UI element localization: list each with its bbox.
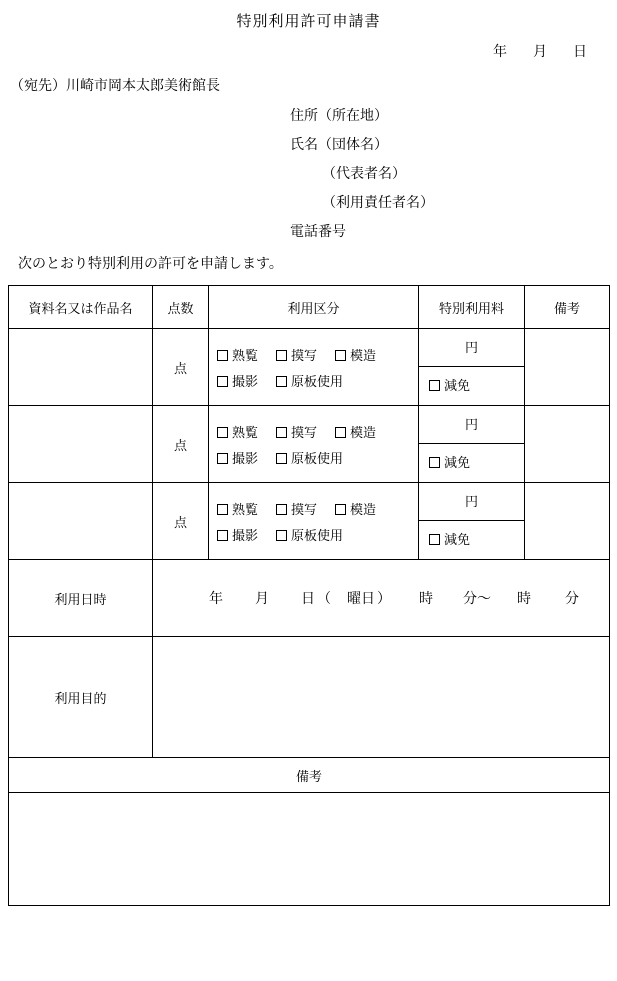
checkbox-icon[interactable] [217, 427, 228, 438]
checkbox-mosha-1[interactable] [276, 345, 317, 364]
use-datetime-value[interactable] [153, 560, 610, 637]
count-input-2[interactable]: 点 [153, 406, 209, 483]
checkbox-label: 減免 [444, 378, 471, 393]
checkbox-satsuei-3[interactable] [217, 525, 258, 544]
checkbox-icon[interactable] [276, 350, 287, 361]
fee-cell-2 [419, 406, 525, 483]
checkbox-satsuei-1[interactable] [217, 371, 258, 390]
checkbox-icon[interactable] [335, 427, 346, 438]
dt-paren-close: ） [377, 592, 391, 607]
notes-label: 備考 [9, 758, 610, 793]
dt-year-label: 年 [209, 592, 223, 607]
checkbox-satsuei-2[interactable] [217, 448, 258, 467]
checkbox-icon[interactable] [335, 504, 346, 515]
checkbox-genmen-3[interactable] [419, 521, 524, 559]
checkbox-genban-1[interactable] [276, 371, 343, 390]
dt-minute-label: 分～ [463, 592, 491, 607]
notes-body-row [9, 793, 610, 906]
checkbox-mosha-2[interactable] [276, 422, 317, 441]
date-line [0, 41, 617, 61]
checkbox-icon[interactable] [276, 453, 287, 464]
applicant-representative-label: （代表者名） [322, 167, 406, 182]
header-item-name: 資料名又は作品名 [9, 286, 153, 329]
use-line-2b [209, 448, 418, 467]
checkbox-label: 撮影 [232, 450, 259, 466]
use-line-3b [209, 525, 418, 544]
statement-line: 次のとおり特別利用の許可を申請します。 [18, 257, 283, 272]
checkbox-label: 模造 [350, 501, 377, 517]
checkbox-label: 模造 [350, 424, 377, 440]
checkbox-genban-2[interactable] [276, 448, 343, 467]
checkbox-jukuran-3[interactable] [217, 499, 258, 518]
use-line-2a [209, 422, 418, 441]
checkbox-label: 減免 [444, 455, 471, 470]
checkbox-icon[interactable] [429, 457, 440, 468]
use-type-group-3 [209, 483, 419, 560]
use-datetime-label: 利用日時 [9, 560, 153, 637]
applicant-block [0, 105, 617, 241]
use-datetime-row [9, 560, 610, 637]
checkbox-icon[interactable] [217, 453, 228, 464]
checkbox-icon[interactable] [217, 530, 228, 541]
checkbox-label: 原板使用 [291, 450, 344, 466]
checkbox-label: 原板使用 [291, 373, 344, 389]
use-type-group-1 [209, 329, 419, 406]
checkbox-genmen-1[interactable] [419, 367, 524, 405]
dt-hour2-label: 時 [517, 592, 531, 607]
checkbox-label: 摸写 [291, 424, 318, 440]
checkbox-label: 熟覧 [232, 347, 259, 363]
checkbox-icon[interactable] [276, 376, 287, 387]
page-title: 特別利用許可申請書 [236, 14, 381, 30]
dt-hour-label: 時 [419, 592, 433, 607]
dt-day-label: 日 [301, 592, 315, 607]
fee-amount-input-1[interactable]: 円 [419, 329, 524, 367]
notes-label-row [9, 758, 610, 793]
checkbox-icon[interactable] [217, 350, 228, 361]
checkbox-genban-3[interactable] [276, 525, 343, 544]
checkbox-genmen-2[interactable] [419, 444, 524, 482]
use-type-group-2 [209, 406, 419, 483]
purpose-label: 利用目的 [9, 637, 153, 758]
checkbox-label: 摸写 [291, 347, 318, 363]
addressee-line: （宛先）川崎市岡本太郎美術館長 [10, 79, 220, 94]
applicant-address-label: 住所（所在地） [290, 109, 388, 124]
dt-minute2-label: 分 [565, 592, 579, 607]
date-day-label: 日 [573, 45, 587, 60]
header-use-type: 利用区分 [209, 286, 419, 329]
application-form-page [0, 10, 617, 981]
checkbox-label: 撮影 [232, 527, 259, 543]
use-datetime-line [153, 588, 609, 608]
dt-weekday-label: 曜日 [347, 592, 375, 607]
applicant-phone-label: 電話番号 [290, 225, 346, 240]
count-input-3[interactable]: 点 [153, 483, 209, 560]
dt-paren-open: （ [317, 592, 331, 607]
fee-cell-1 [419, 329, 525, 406]
item-name-input-3[interactable] [9, 483, 153, 560]
table-header-row [9, 286, 610, 329]
checkbox-jukuran-1[interactable] [217, 345, 258, 364]
applicant-responsible-label: （利用責任者名） [322, 196, 434, 211]
fee-amount-input-2[interactable]: 円 [419, 406, 524, 444]
checkbox-icon[interactable] [429, 534, 440, 545]
checkbox-icon[interactable] [276, 504, 287, 515]
checkbox-jukuran-2[interactable] [217, 422, 258, 441]
note-input-1[interactable] [525, 329, 610, 406]
checkbox-icon[interactable] [276, 427, 287, 438]
dt-month-label: 月 [255, 592, 269, 607]
checkbox-label: 熟覧 [232, 501, 259, 517]
application-table [8, 285, 610, 906]
table-row [9, 483, 610, 560]
purpose-input[interactable] [153, 637, 610, 758]
count-input-1[interactable]: 点 [153, 329, 209, 406]
item-name-input-1[interactable] [9, 329, 153, 406]
purpose-row [9, 637, 610, 758]
use-line-1b [209, 371, 418, 390]
checkbox-mozo-2[interactable] [335, 422, 376, 441]
checkbox-label: 摸写 [291, 501, 318, 517]
applicant-name-label: 氏名（団体名） [290, 138, 388, 153]
use-line-1a [209, 345, 418, 364]
checkbox-label: 模造 [350, 347, 377, 363]
use-line-3a [209, 499, 418, 518]
checkbox-label: 熟覧 [232, 424, 259, 440]
note-input-3[interactable] [525, 483, 610, 560]
table-row [9, 329, 610, 406]
header-fee: 特別利用料 [419, 286, 525, 329]
checkbox-label: 減免 [444, 532, 471, 547]
header-note: 備考 [525, 286, 610, 329]
date-month-label: 月 [533, 45, 547, 60]
fee-amount-input-3[interactable]: 円 [419, 483, 524, 521]
checkbox-label: 撮影 [232, 373, 259, 389]
checkbox-mosha-3[interactable] [276, 499, 317, 518]
checkbox-label: 原板使用 [291, 527, 344, 543]
checkbox-mozo-3[interactable] [335, 499, 376, 518]
note-input-2[interactable] [525, 406, 610, 483]
checkbox-icon[interactable] [335, 350, 346, 361]
checkbox-icon[interactable] [276, 530, 287, 541]
fee-cell-3 [419, 483, 525, 560]
checkbox-icon[interactable] [217, 504, 228, 515]
notes-input[interactable] [9, 793, 610, 906]
checkbox-icon[interactable] [217, 376, 228, 387]
checkbox-icon[interactable] [429, 380, 440, 391]
date-year-label: 年 [493, 45, 507, 60]
checkbox-mozo-1[interactable] [335, 345, 376, 364]
table-row [9, 406, 610, 483]
header-count: 点数 [153, 286, 209, 329]
item-name-input-2[interactable] [9, 406, 153, 483]
